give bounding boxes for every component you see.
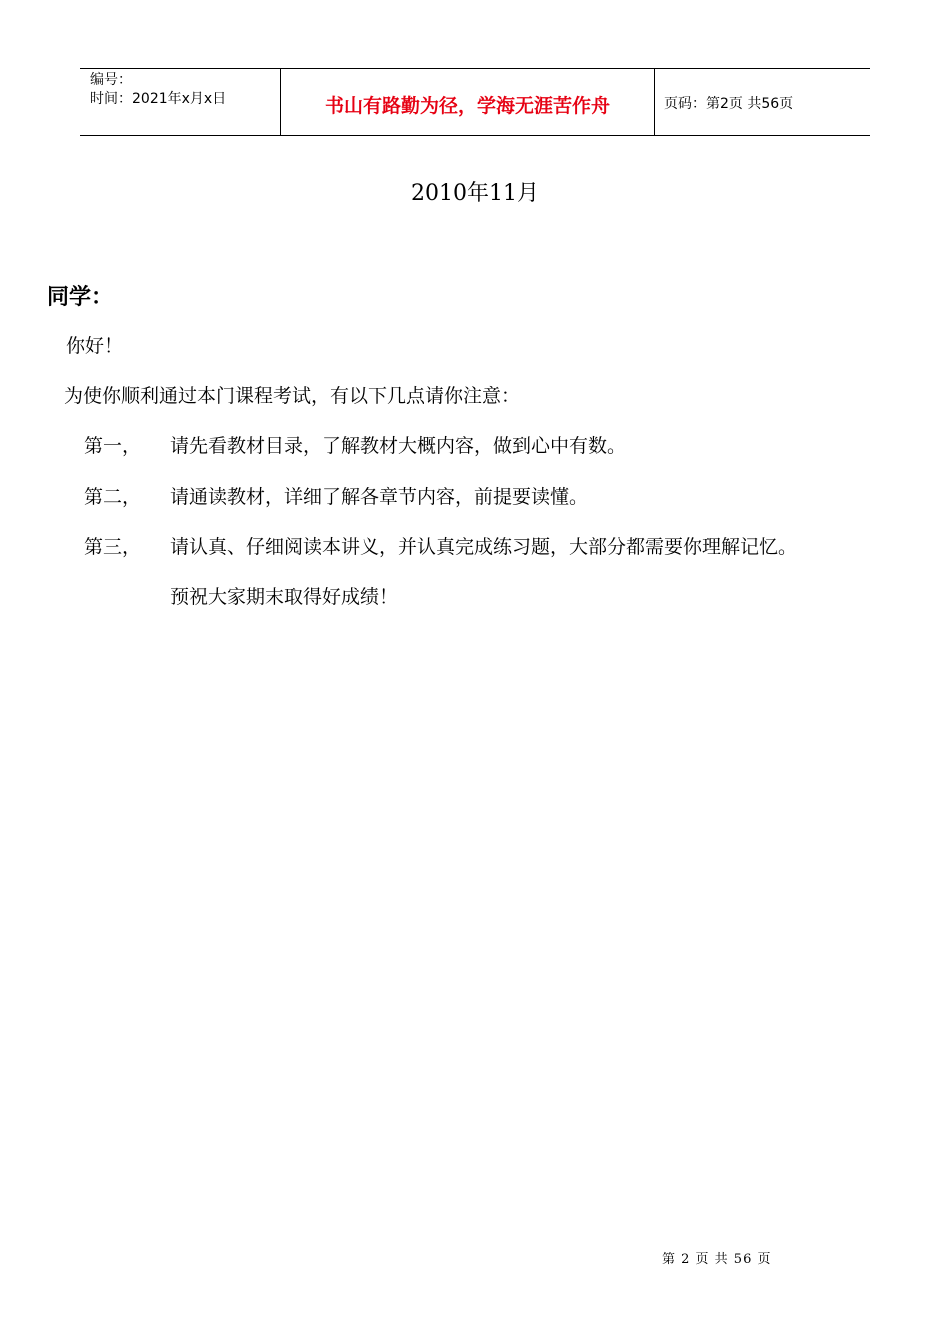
document-time-label: 时间：2021年x月x日 bbox=[90, 91, 227, 107]
item-label-2: 第二， bbox=[84, 486, 142, 508]
header-page-info: 页码：第2页 共56页 bbox=[664, 96, 794, 112]
document-number-label: 编号： bbox=[90, 72, 132, 88]
document-date: 2010年11月 bbox=[411, 181, 539, 206]
hello-line: 你好！ bbox=[66, 335, 124, 357]
item-label-1: 第一， bbox=[84, 435, 142, 457]
salutation: 同学： bbox=[47, 285, 114, 310]
intro-line: 为使你顺利通过本门课程考试，有以下几点请你注意： bbox=[64, 385, 521, 407]
header-motto: 书山有路勤为径，学海无涯苦作舟 bbox=[281, 69, 655, 135]
item-text-2: 请通读教材，详细了解各章节内容，前提要读懂。 bbox=[170, 486, 589, 508]
page-header bbox=[80, 68, 870, 136]
header-meta bbox=[80, 69, 281, 135]
item-text-1: 请先看教材目录，了解教材大概内容，做到心中有数。 bbox=[170, 435, 627, 457]
closing-line: 预祝大家期末取得好成绩！ bbox=[170, 586, 399, 608]
item-label-3: 第三， bbox=[84, 536, 142, 558]
item-text-3: 请认真、仔细阅读本讲义，并认真完成练习题，大部分都需要你理解记忆。 bbox=[170, 536, 798, 558]
page-footer: 第 2 页 共 56 页 bbox=[662, 1252, 772, 1267]
